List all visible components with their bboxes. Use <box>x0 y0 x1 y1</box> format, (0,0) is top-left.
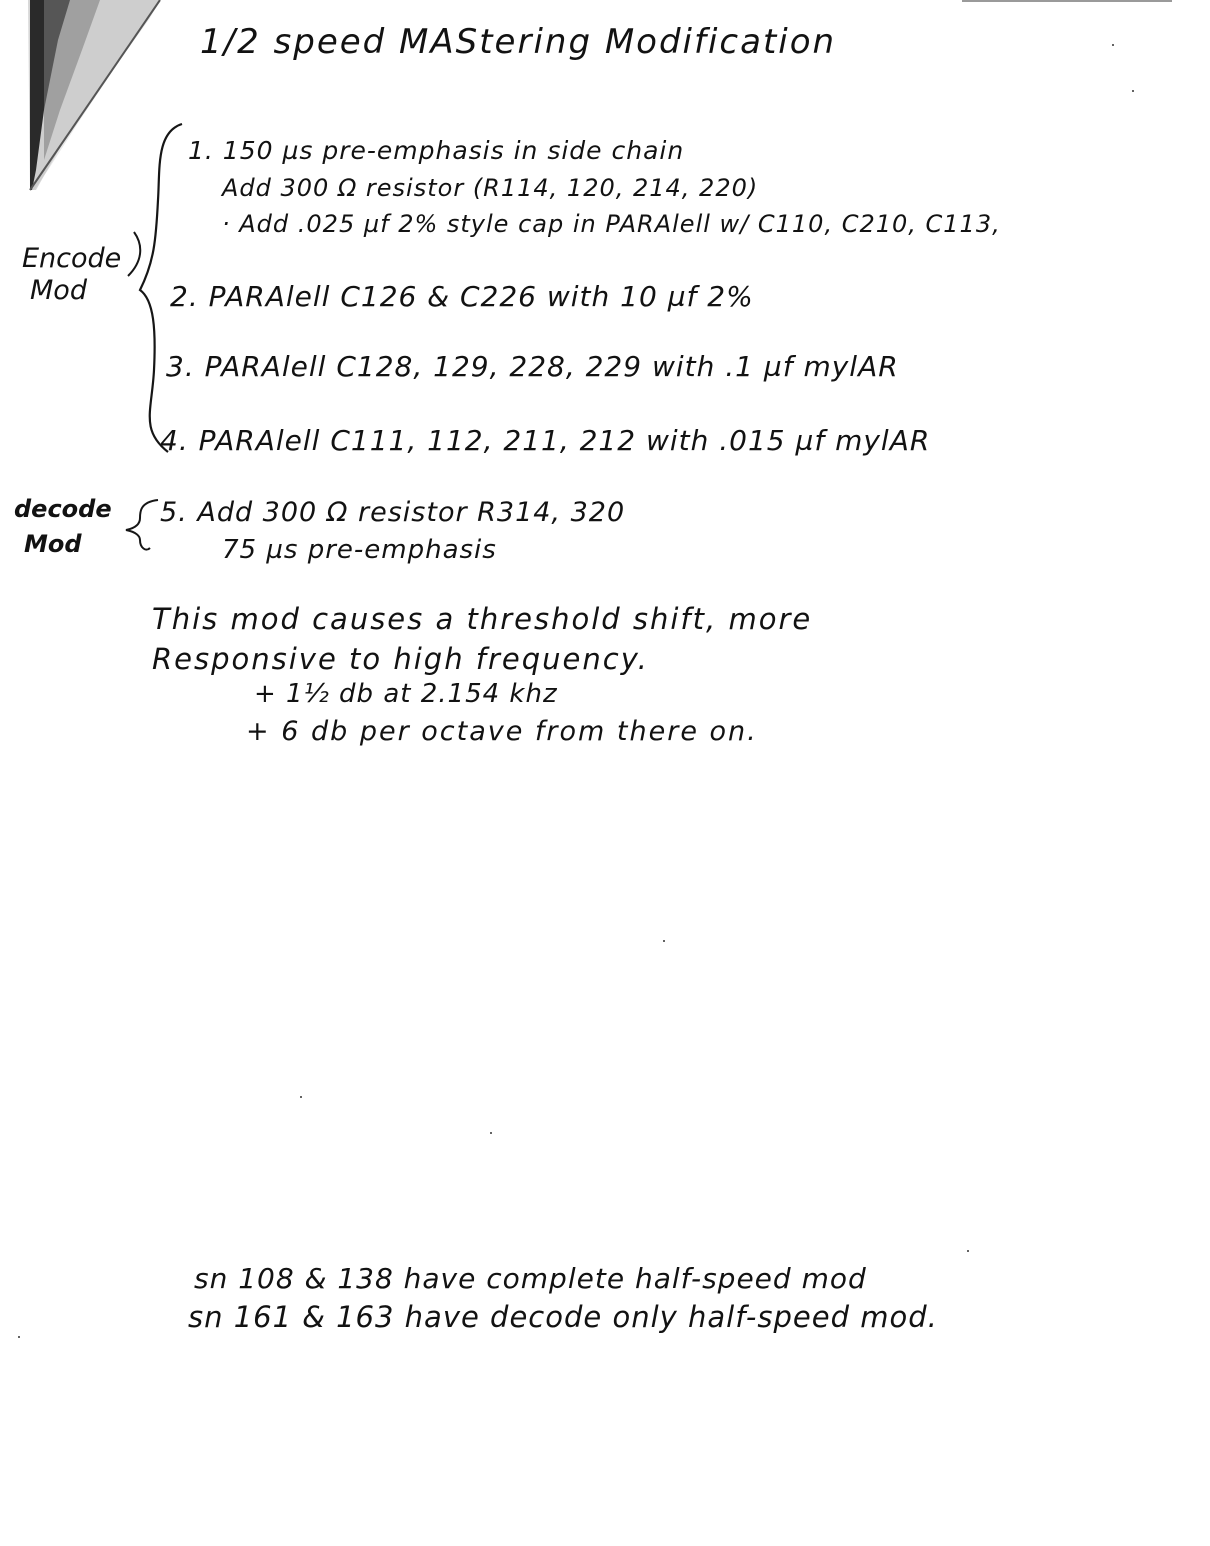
decode-mod-label: Mod <box>24 530 82 558</box>
page-title: 1/2 speed MAStering Modification <box>200 22 837 62</box>
step-5-line-1: 5. Add 300 Ω resistor R314, 320 <box>160 497 626 528</box>
scan-speck <box>490 1132 492 1134</box>
scan-speck <box>967 1250 969 1252</box>
note-line-1: This mod causes a threshold shift, more <box>152 602 813 636</box>
step-1-line-2: Add 300 Ω resistor (R114, 120, 214, 220) <box>222 174 759 202</box>
note-line-3: + 1½ db at 2.154 khz <box>254 679 558 709</box>
footer-line-2: sn 161 & 163 have decode only half-speed mod. <box>188 1300 938 1334</box>
step-5-line-2: 75 µs pre-emphasis <box>222 535 497 565</box>
scan-speck <box>18 1336 20 1338</box>
scan-speck <box>1132 90 1134 92</box>
scan-speck <box>663 940 665 942</box>
scan-speck <box>1112 44 1114 46</box>
step-2: 2. PARAlell C126 & C226 with 10 µf 2% <box>170 280 754 313</box>
encode-label: Encode <box>22 243 122 274</box>
step-1-line-1: 1. 150 µs pre-emphasis in side chain <box>188 136 685 165</box>
footer-line-1: sn 108 & 138 have complete half-speed mod <box>194 1262 867 1295</box>
scan-edge-line <box>962 0 1172 2</box>
note-line-2: Responsive to high frequency. <box>152 642 649 676</box>
scan-speck <box>300 1096 302 1098</box>
step-4: 4. PARAlell C111, 112, 211, 212 with .015 µf mylAR <box>160 424 931 457</box>
step-1-line-3: · Add .025 µf 2% style cap in PARAlell w/ C110, C210, C113, <box>222 210 1001 238</box>
note-line-4: + 6 db per octave from there on. <box>246 716 758 747</box>
step-3: 3. PARAlell C128, 129, 228, 229 with .1 µf mylAR <box>166 350 899 383</box>
encode-mod-label: Mod <box>30 275 87 306</box>
decode-label: decode <box>14 495 112 523</box>
